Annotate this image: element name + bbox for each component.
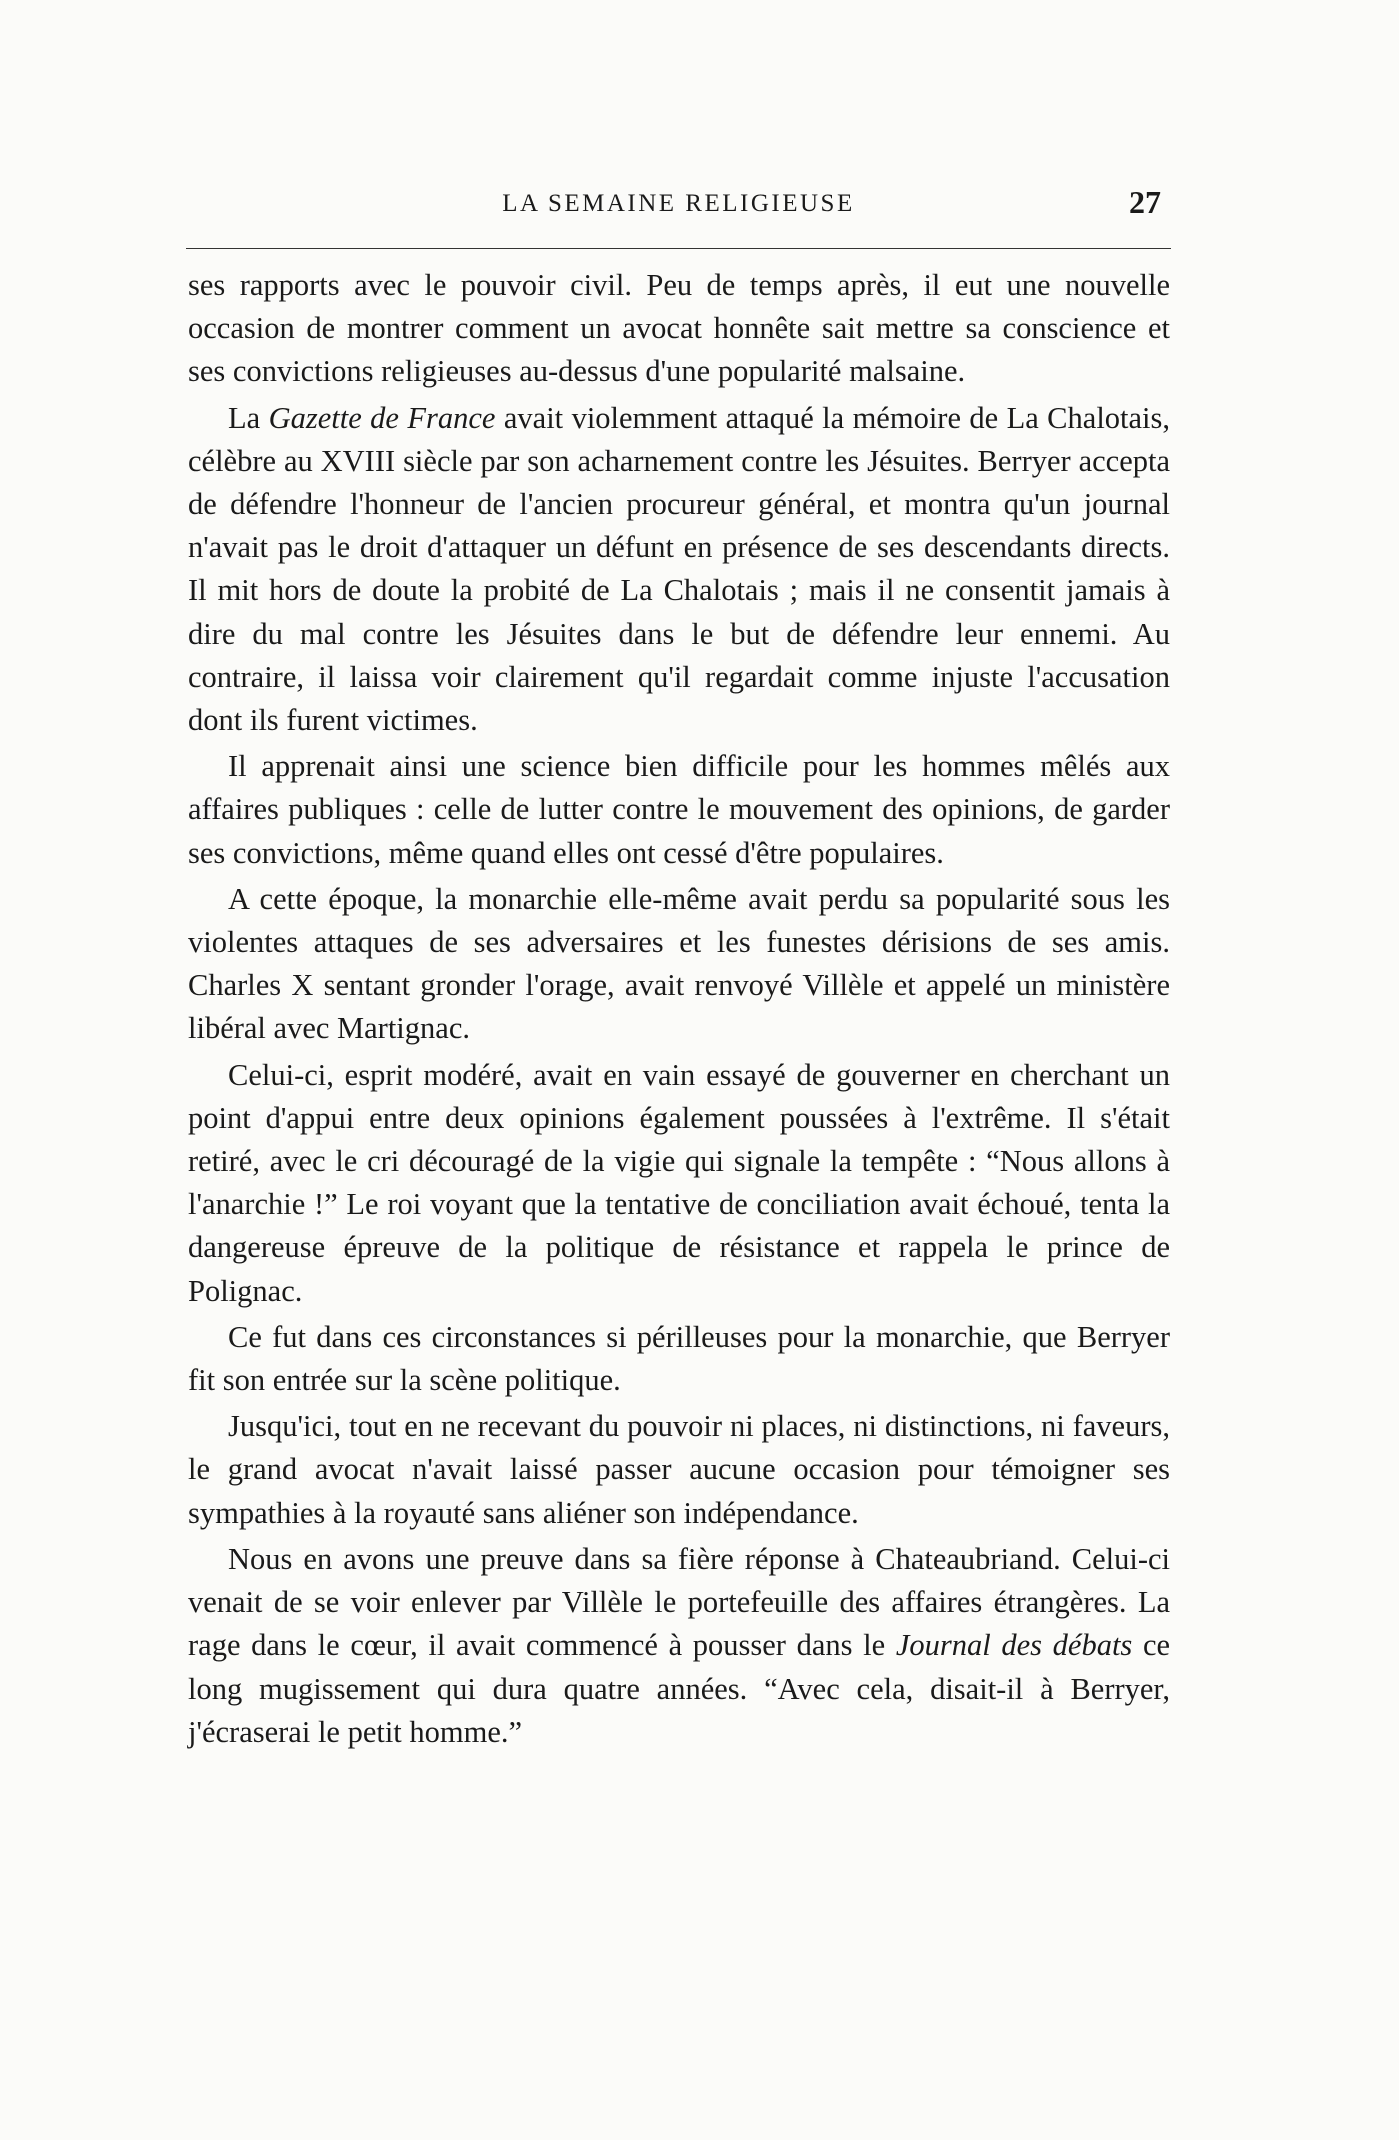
body-text [188,264,1170,1754]
paragraph-2 [188,397,1170,743]
paragraph-8-rest: ce long mugissement qui dura quatre années. “Avec cela, disait-il à Berryer, j'écraserai le petit homme.” [188,1628,1171,1749]
paragraph-5: Celui-ci, esprit modéré, avait en vain essayé de gouverner en cherchant un point d'appui entre deux opinions également poussées à l'extrême. Il s'était retiré, avec le cri découragé de la vigie qui signale la tempête : “Nous allons à l'anarchie !” Le roi voyant que la tentative de conciliation avait échoué, tenta la dangereuse épreuve de la politique de résistance et rappela le prince de Polignac. [188,1057,1170,1308]
paragraph-2-lead: La [228,400,269,435]
page-number: 27 [1129,184,1161,220]
paragraph-8-lead: Nous en avons une preuve dans sa fière réponse à Chateaubriand. Celui-ci venait de se voir enlever par Villèle le portefeuille des affaires étrangères. La rage dans le cœur, il avait commencé à pousser dans le [188,1541,1170,1663]
header-rule [186,248,1171,249]
page-header [186,184,1171,230]
newspaper-title-gazette: Gazette de France [268,400,496,435]
running-title: LA SEMAINE RELIGIEUSE [502,190,855,217]
paragraph-8 [188,1538,1170,1754]
paragraph-4: A cette époque, la monarchie elle-même avait perdu sa popularité sous les violentes attaques de ses adversaires et les funestes dérisions de ses amis. Charles X sentant gronder l'orage, avait renvoyé Villèle et appelé un ministère libéral avec Martignac. [188,881,1170,1046]
paragraph-2-rest: avait violemment attaqué la mémoire de La Chalotais, célèbre au XVIII siècle par son acharnement contre les Jésuites. Berryer accepta de défendre l'honneur de l'ancien procureur général, et montra qu'un journal n'avait pas le droit d'attaquer un défunt en présence de ses descendants directs. Il mit hors de doute la probité de La Chalotais ; mais il ne consentit jamais à dire du mal contre les Jésuites dans le but de défendre leur ennemi. Au contraire, il laissa voir clairement qu'il regardait comme injuste l'accusation dont ils furent victimes. [188,400,1171,738]
paragraph-7: Jusqu'ici, tout en ne recevant du pouvoir ni places, ni distinctions, ni faveurs, le grand avocat n'avait laissé passer aucune occasion pour témoigner ses sympathies à la royauté sans aliéner son indépendance. [188,1409,1170,1530]
paragraph-1: ses rapports avec le pouvoir civil. Peu de temps après, il eut une nouvelle occasion de montrer comment un avocat honnête sait mettre sa conscience et ses convictions religieuses au-dessus d'une popularité malsaine. [188,268,1170,389]
newspaper-title-journal: Journal des débats [895,1628,1133,1663]
paragraph-6: Ce fut dans ces circonstances si périlleuses pour la monarchie, que Berryer fit son entrée sur la scène politique. [188,1319,1170,1398]
paragraph-3: Il apprenait ainsi une science bien difficile pour les hommes mêlés aux affaires publiques : celle de lutter contre le mouvement des opinions, de garder ses convictions, même quand elles ont cessé d'être populaires. [188,749,1170,870]
